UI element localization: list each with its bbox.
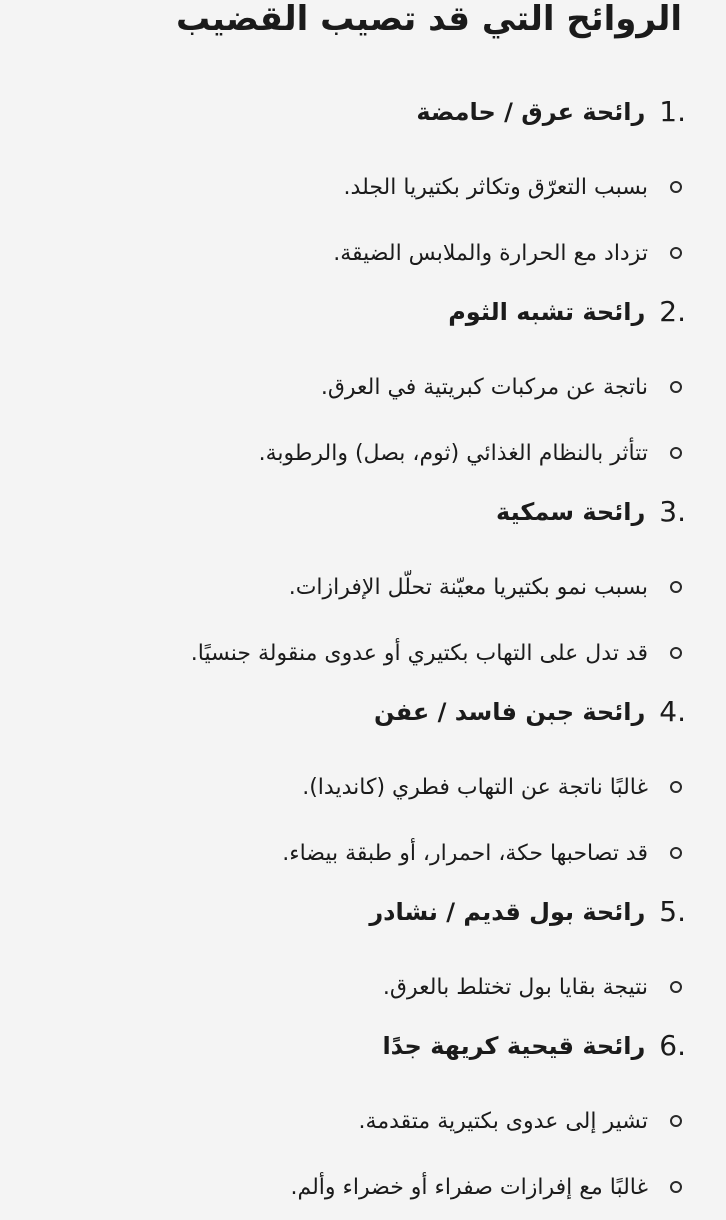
section-2 (26, 286, 686, 486)
bullet-list (26, 554, 686, 686)
bullet-text: بسبب نمو بكتيريا معيّنة تحلّل الإفرازات. (288, 574, 648, 600)
section-heading-text: رائحة سمكية (496, 498, 646, 526)
bullet-item (26, 154, 682, 220)
bullet-item (26, 820, 682, 886)
bullet-circle-icon (670, 381, 682, 393)
bullet-circle-icon (670, 1115, 682, 1127)
bullet-circle-icon (670, 181, 682, 193)
bullet-circle-icon (670, 981, 682, 993)
bullet-list (26, 754, 686, 886)
bullet-circle-icon (670, 647, 682, 659)
bullet-circle-icon (670, 247, 682, 259)
bullet-circle-icon (670, 1181, 682, 1193)
bullet-item (26, 554, 682, 620)
section-heading (26, 886, 686, 938)
section-number: 1. (659, 95, 686, 128)
bullet-text: ناتجة عن مركبات كبريتية في العرق. (320, 374, 648, 400)
bullet-list (26, 954, 686, 1020)
bullet-circle-icon (670, 847, 682, 859)
bullet-item (26, 220, 682, 286)
bullet-text: غالبًا مع إفرازات صفراء أو خضراء وألم. (290, 1174, 648, 1200)
section-heading-text: رائحة عرق / حامضة (416, 98, 646, 126)
odor-list (26, 86, 686, 1220)
section-number: 2. (659, 295, 686, 328)
bullet-item (26, 1154, 682, 1220)
bullet-circle-icon (670, 447, 682, 459)
section-heading-text: رائحة جبن فاسد / عفن (374, 698, 646, 726)
page-title: الروائح التي قد تصيب القضيب (176, 0, 682, 39)
section-6 (26, 1020, 686, 1220)
section-heading-text: رائحة تشبه الثوم (448, 298, 646, 326)
bullet-item (26, 620, 682, 686)
section-1 (26, 86, 686, 286)
bullet-list (26, 1088, 686, 1220)
bullet-text: تتأثر بالنظام الغذائي (ثوم، بصل) والرطوبة. (258, 440, 648, 466)
bullet-item (26, 1088, 682, 1154)
bullet-circle-icon (670, 581, 682, 593)
section-4 (26, 686, 686, 886)
bullet-text: بسبب التعرّق وتكاثر بكتيريا الجلد. (343, 174, 648, 200)
section-5 (26, 886, 686, 1020)
bullet-list (26, 154, 686, 286)
bullet-text: قد تدل على التهاب بكتيري أو عدوى منقولة جنسيًا. (190, 640, 648, 666)
bullet-item (26, 354, 682, 420)
bullet-list (26, 354, 686, 486)
section-heading (26, 286, 686, 338)
bullet-text: غالبًا ناتجة عن التهاب فطري (كانديدا). (302, 774, 648, 800)
bullet-text: قد تصاحبها حكة، احمرار، أو طبقة بيضاء. (282, 840, 648, 866)
section-heading (26, 686, 686, 738)
section-number: 5. (659, 895, 686, 928)
section-number: 3. (659, 495, 686, 528)
section-number: 4. (659, 695, 686, 728)
section-number: 6. (659, 1029, 686, 1062)
bullet-circle-icon (670, 781, 682, 793)
bullet-text: نتيجة بقايا بول تختلط بالعرق. (382, 974, 648, 1000)
section-heading (26, 86, 686, 138)
bullet-text: تشير إلى عدوى بكتيرية متقدمة. (358, 1108, 648, 1134)
bullet-item (26, 420, 682, 486)
bullet-text: تزداد مع الحرارة والملابس الضيقة. (333, 240, 648, 266)
section-heading-text: رائحة قيحية كريهة جدًا (382, 1032, 646, 1060)
section-heading (26, 1020, 686, 1072)
section-heading (26, 486, 686, 538)
bullet-item (26, 754, 682, 820)
section-heading-text: رائحة بول قديم / نشادر (369, 898, 646, 926)
bullet-item (26, 954, 682, 1020)
section-3 (26, 486, 686, 686)
